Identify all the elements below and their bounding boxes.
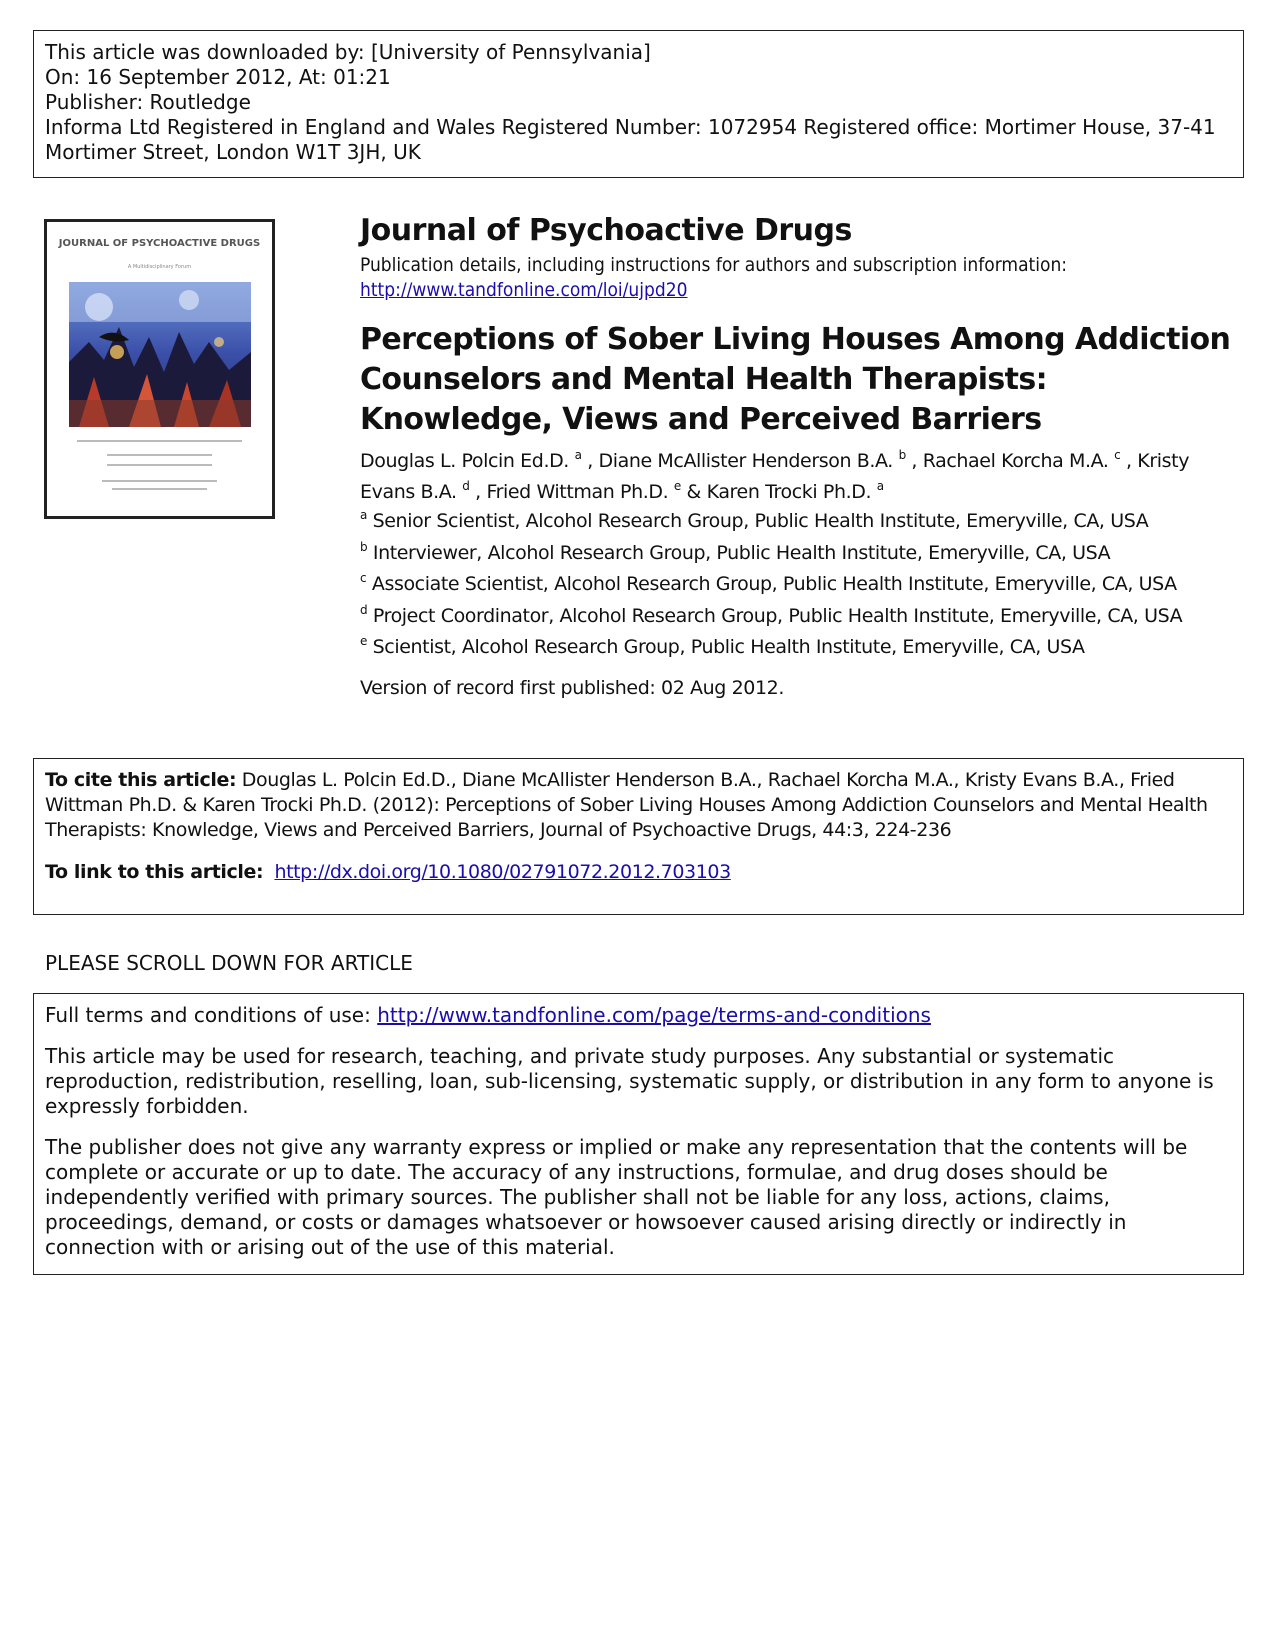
- terms-label: Full terms and conditions of use:: [45, 1003, 371, 1027]
- cover-text-line: [107, 464, 212, 466]
- author-name: Karen Trocki Ph.D.: [706, 481, 877, 503]
- journal-url-link[interactable]: http://www.tandfonline.com/loi/ujpd20: [360, 279, 688, 301]
- affiliation-item: [360, 569, 1260, 601]
- download-date-line: On: 16 September 2012, At: 01:21: [45, 65, 391, 89]
- cover-text-line: [102, 480, 217, 482]
- publication-details-text: Publication details, including instructions for authors and subscription information:: [360, 254, 1068, 276]
- citation-text-block: [45, 768, 1232, 843]
- affiliation-mark: d: [360, 602, 368, 617]
- affiliation-mark: b: [360, 539, 368, 554]
- author-affiliation-mark: e: [673, 479, 681, 493]
- author-name: Kristy Evans B.A.: [360, 450, 1190, 503]
- publisher-line: Publisher: Routledge: [45, 90, 251, 114]
- disclaimer-paragraph: The publisher does not give any warranty express or implied or make any representation that the contents will be complete or accurate or up to date. The accuracy of any instructions, formulae, and drug doses should be independently verified with primary sources. The publisher shall not be liable for any loss, actions, claims, proceedings, demand, or costs or damages whatsoever or howsoever caused arising directly or indirectly in connection with or arising out of the use of this material.: [45, 1135, 1188, 1259]
- link-label: To link to this article:: [45, 861, 264, 883]
- author-separator: ,: [905, 450, 923, 472]
- download-info-box: [33, 30, 1244, 178]
- cover-text-line: [107, 454, 212, 456]
- author-separator: ,: [581, 450, 599, 472]
- author-separator: ,: [1120, 450, 1138, 472]
- affiliation-mark: e: [360, 634, 367, 648]
- cite-label: To cite this article:: [45, 769, 237, 791]
- citation-text: Douglas L. Polcin Ed.D., Diane McAllister Henderson B.A., Rachael Korcha M.A., Kristy Evans B.A., Fried Wittman Ph.D. & Karen Trocki Ph.D. (2012): Perceptions of Sober Living Houses Among Addiction Counselors and Mental Health Therapists: Knowledge, Views and Perceived Barriers, Journal of Psychoactive Drugs, 44:3, 224-236: [45, 769, 1208, 841]
- affiliation-item: [360, 538, 1260, 570]
- affiliation-text: Interviewer, Alcohol Research Group, Public Health Institute, Emeryville, CA, USA: [372, 541, 1111, 564]
- usage-paragraph: This article may be used for research, teaching, and private study purposes. Any substantial or systematic reproduction, redistribution, reselling, loan, sub-licensing, systematic supply, or distribution in any form to anyone is expressly forbidden.: [45, 1044, 1214, 1118]
- affiliation-text: Associate Scientist, Alcohol Research Group, Public Health Institute, Emeryville, CA, USA: [371, 573, 1177, 595]
- journal-cover-image: [44, 219, 275, 519]
- affiliation-mark: a: [360, 508, 367, 522]
- author-separator: &: [680, 481, 707, 503]
- cover-artwork: [69, 282, 251, 427]
- author-affiliation-mark: a: [876, 479, 884, 493]
- cover-subtitle: A Multidisciplinary Forum: [127, 264, 192, 270]
- affiliation-mark: c: [360, 571, 367, 585]
- affiliation-text: Senior Scientist, Alcohol Research Group, Public Health Institute, Emeryville, CA, USA: [372, 510, 1149, 532]
- author-affiliation-mark: a: [574, 448, 582, 462]
- article-link-line: [45, 860, 1232, 885]
- author-affiliation-mark: b: [898, 448, 906, 462]
- affiliation-item: [360, 632, 1260, 664]
- author-list: [360, 446, 1240, 508]
- affiliation-item: [360, 506, 1260, 538]
- scroll-notice: PLEASE SCROLL DOWN FOR ARTICLE: [45, 951, 413, 975]
- download-by-line: This article was downloaded by: [University of Pennsylvania]: [45, 40, 651, 64]
- cover-title: JOURNAL OF PSYCHOACTIVE DRUGS: [58, 238, 261, 249]
- publication-details: [360, 253, 1240, 303]
- author-name: Douglas L. Polcin Ed.D.: [360, 450, 575, 472]
- author-name: Fried Wittman Ph.D.: [486, 481, 674, 503]
- cover-text-line: [112, 488, 207, 490]
- terms-box: [33, 993, 1244, 1275]
- registered-office-line: Informa Ltd Registered in England and Wales Registered Number: 1072954 Registered office: Mortimer House, 37-41 Mortimer Street, London W1T 3JH, UK: [45, 115, 1216, 164]
- citation-box: [33, 758, 1244, 915]
- author-name: Rachael Korcha M.A.: [922, 450, 1115, 472]
- terms-line: [45, 1003, 1232, 1028]
- author-name: Diane McAllister Henderson B.A.: [598, 450, 899, 472]
- version-of-record: Version of record first published: 02 Aug 2012.: [360, 677, 784, 699]
- affiliation-text: Project Coordinator, Alcohol Research Group, Public Health Institute, Emeryville, CA, USA: [372, 604, 1183, 627]
- journal-title: Journal of Psychoactive Drugs: [360, 213, 852, 248]
- terms-link[interactable]: http://www.tandfonline.com/page/terms-and-conditions: [377, 1003, 931, 1027]
- affiliation-text: Scientist, Alcohol Research Group, Public Health Institute, Emeryville, CA, USA: [372, 636, 1085, 658]
- affiliation-item: [360, 601, 1260, 633]
- article-title: Perceptions of Sober Living Houses Among Addiction Counselors and Mental Health Therapists: Knowledge, Views and Perceived Barriers: [360, 322, 1231, 437]
- doi-link[interactable]: http://dx.doi.org/10.1080/02791072.2012.703103: [274, 861, 731, 883]
- author-separator: ,: [469, 481, 487, 503]
- cover-text-line: [77, 440, 242, 442]
- affiliation-list: [360, 506, 1260, 664]
- author-affiliation-mark: d: [462, 479, 470, 493]
- author-affiliation-mark: c: [1114, 448, 1121, 462]
